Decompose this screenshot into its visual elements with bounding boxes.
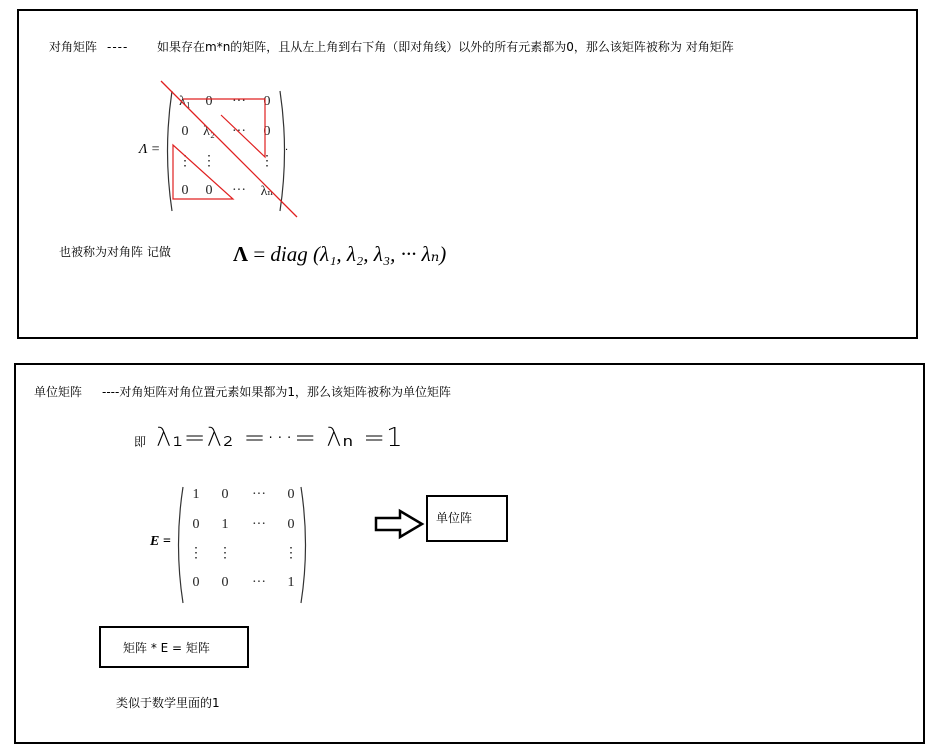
matrix-cell: λ₁ (179, 94, 191, 109)
matrix-cell: ··· (232, 183, 246, 198)
matrix-cell: 0 (181, 124, 189, 139)
matrix-cell: ··· (232, 94, 246, 109)
matrix-cell: λ₂ (203, 124, 215, 139)
matrix-cell: ⋮ (202, 154, 216, 169)
e-matrix-label: E = (150, 534, 171, 549)
red-diagonal-line (161, 81, 297, 217)
matrix-cell: ⋮ (218, 546, 232, 561)
diag-function: diag (270, 242, 308, 266)
matrix-cell: 0 (287, 487, 295, 502)
matrix-cell: 1 (221, 517, 229, 532)
matrix-cell: ··· (252, 575, 266, 590)
also-called-text: 也被称为对角阵 记做 (59, 245, 171, 259)
red-upper-triangle (183, 99, 265, 157)
matrix-cell: 0 (221, 487, 229, 502)
matrix-cell: 0 (263, 124, 271, 139)
matrix-cell: ··· (252, 517, 266, 532)
identity-matrix-panel (14, 363, 925, 744)
matrix-cell: 0 (192, 517, 200, 532)
lambda-matrix-label: Λ = (139, 142, 161, 157)
matrix-cell: 0 (287, 517, 295, 532)
diagonal-matrix-title: 对角矩阵 (49, 40, 98, 54)
diag-arguments: (λ₁, λ₂, λ₃, ··· λₙ) (313, 242, 447, 266)
red-annotation-strokes (159, 79, 319, 229)
equals-sign: = (253, 242, 266, 266)
matrix-cell: ⋮ (260, 154, 274, 169)
matrix-cell: ··· (232, 124, 246, 139)
ji-text: 即 (134, 435, 147, 449)
identity-matrix-definition: ----对角矩阵对角位置元素如果都为1，那么该矩阵被称为单位矩阵 (102, 385, 451, 399)
handwritten-lambda-equation: λ₁=λ₂ =···= λₙ =1 (156, 423, 404, 453)
diagonal-matrix-panel (17, 9, 918, 339)
right-arrow-icon (374, 509, 426, 539)
matrix-cell: ⋮ (178, 154, 192, 169)
product-box (99, 626, 249, 668)
identity-matrix-title: 单位矩阵 (34, 385, 83, 399)
diag-formula (233, 242, 446, 266)
unit-matrix-label: 单位阵 (436, 511, 473, 525)
matrix-cell: ⋮ (189, 546, 203, 561)
matrix-cell: ⋮ (284, 546, 298, 561)
diagonal-matrix-definition: 如果存在m*n的矩阵，且从左上角到右下角（即对角线）以外的所有元素都为0，那么该矩阵被称为 对角矩阵 (157, 40, 734, 54)
matrix-cell: 0 (263, 94, 271, 109)
matrix-cell: 0 (192, 575, 200, 590)
matrix-cell: 1 (192, 487, 200, 502)
product-equation: 矩阵 * E = 矩阵 (123, 641, 210, 655)
matrix-cell: ··· (252, 487, 266, 502)
matrix-cell: λₙ (260, 184, 274, 199)
lambda-symbol: Λ (233, 242, 249, 266)
unit-matrix-box (426, 495, 508, 542)
title-dashes: ---- (107, 40, 129, 54)
matrix-cell: 0 (205, 183, 213, 198)
matrix-cell: 0 (205, 94, 213, 109)
matrix-period: . (285, 142, 289, 153)
red-lower-triangle (173, 145, 233, 199)
matrix-cell: 1 (287, 575, 295, 590)
matrix-cell: 0 (181, 183, 189, 198)
matrix-cell: 0 (221, 575, 229, 590)
similar-note: 类似于数学里面的1 (116, 696, 220, 710)
